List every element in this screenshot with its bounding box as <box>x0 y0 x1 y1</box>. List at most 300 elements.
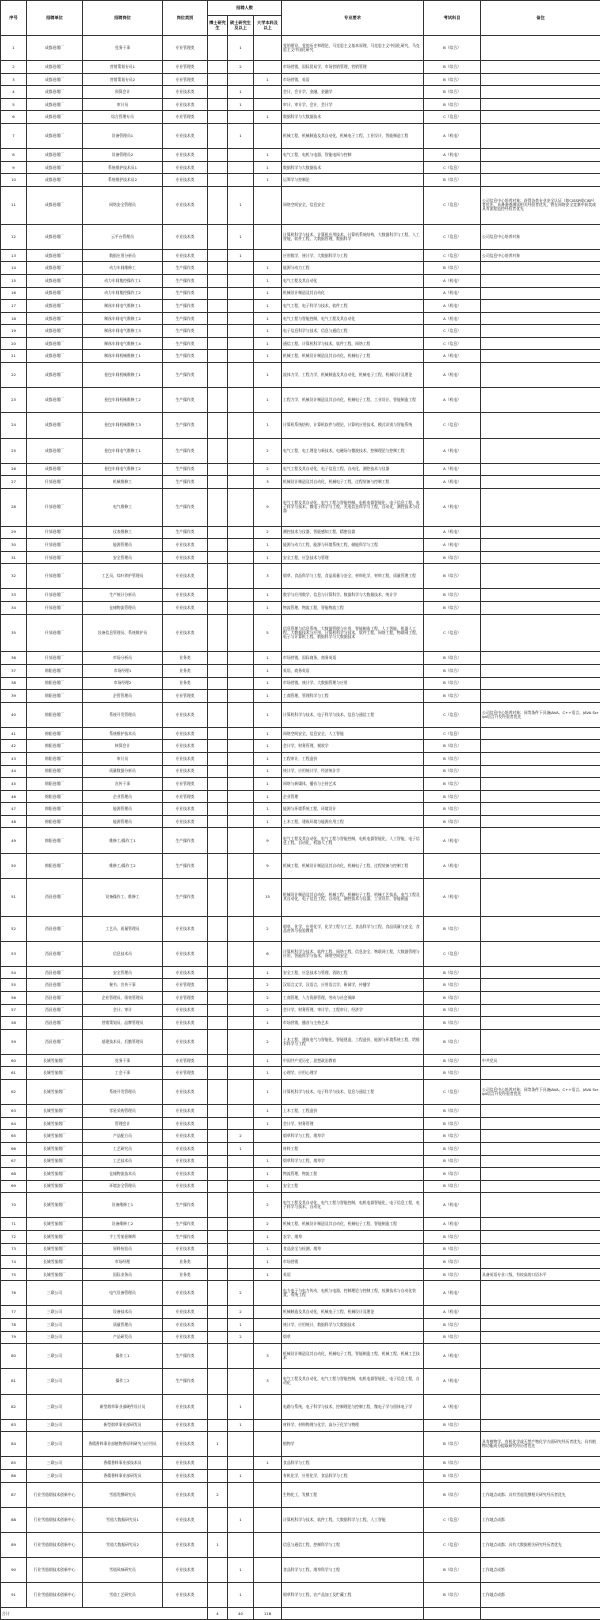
cell-bachelor <box>254 98 282 111</box>
table-row <box>1 702 600 727</box>
cell-category: 专业技术类 <box>163 1029 208 1054</box>
cell-unit: 三联公司 <box>27 1344 83 1369</box>
cell-phd <box>208 740 228 753</box>
cell-exam: B（综合） <box>424 690 481 703</box>
table-row <box>1 224 600 249</box>
cell-unit: 行业雪茄烟技术创新中心 <box>27 1532 83 1557</box>
cell-category: 生产操作类 <box>163 363 208 388</box>
cell-bachelor <box>254 1281 282 1306</box>
cell-note: 工作地点成都 <box>481 1583 600 1608</box>
cell-exam: B（综合） <box>424 790 481 803</box>
cell-exam: B（综合） <box>424 966 481 979</box>
cell-major: 电气工程及其自动化 <box>282 275 424 288</box>
cell-major: 机械工程，机械设计制造及其自动化，机械电子工程 <box>282 350 424 363</box>
cell-exam: A（机电） <box>424 124 481 149</box>
cell-note <box>481 413 600 438</box>
cell-seq: 35 <box>1 614 27 652</box>
cell-seq: 80 <box>1 1344 27 1369</box>
cell-note <box>481 815 600 828</box>
cell-exam: B（综合） <box>424 1558 481 1583</box>
cell-exam: B（综合） <box>424 652 481 665</box>
cell-position: 安全管理员 <box>83 551 163 564</box>
cell-category: 专业技术类 <box>163 1017 208 1030</box>
cell-exam: B（综合） <box>424 1130 481 1143</box>
cell-category: 专业技术类 <box>163 727 208 740</box>
cell-major: 电力电子与电力传动，电机与电器，控制理论与控制工程，检测技术与自动化装置，系统工程 <box>282 1281 424 1306</box>
cell-category: 专业技术类 <box>163 1080 208 1105</box>
cell-seq: 41 <box>1 727 27 740</box>
cell-category: 生产操作类 <box>163 488 208 526</box>
cell-category: 生产操作类 <box>163 1218 208 1231</box>
table-row <box>1 602 600 615</box>
cell-exam: C（信息） <box>424 161 481 174</box>
cell-phd <box>208 61 228 74</box>
cell-note <box>481 992 600 1005</box>
table-row <box>1 652 600 665</box>
cell-master <box>228 815 254 828</box>
cell-category: 生产操作类 <box>163 878 208 916</box>
cell-master <box>228 1243 254 1256</box>
cell-bachelor: 1 <box>254 1180 282 1193</box>
cell-unit: 成都卷烟厂 <box>27 287 83 300</box>
cell-exam: B（综合） <box>424 1256 481 1269</box>
cell-category: 专业管理类 <box>163 979 208 992</box>
cell-note <box>481 1017 600 1030</box>
cell-unit: 什邡卷烟厂 <box>27 652 83 665</box>
cell-major: 烟草 <box>282 1331 424 1344</box>
cell-unit: 西昌卷烟厂 <box>27 916 83 941</box>
cell-category: 生产操作类 <box>163 262 208 275</box>
cell-seq: 77 <box>1 1306 27 1319</box>
cell-position: 设备技术员 <box>83 1306 163 1319</box>
cell-seq: 6 <box>1 111 27 124</box>
cell-unit: 什邡卷烟厂 <box>27 564 83 589</box>
cell-category: 生产操作类 <box>163 476 208 489</box>
cell-seq: 14 <box>1 262 27 275</box>
cell-bachelor <box>254 61 282 74</box>
cell-category: 专业技术类 <box>163 1319 208 1332</box>
cell-bachelor <box>254 1432 282 1457</box>
cell-seq: 19 <box>1 325 27 338</box>
table-row <box>1 539 600 552</box>
cell-major: 食品科学与工程，烟草科学与工程 <box>282 1558 424 1583</box>
table-row <box>1 1243 600 1256</box>
cell-unit: 绵阳卷烟厂 <box>27 664 83 677</box>
cell-master: 1 <box>228 1394 254 1419</box>
cell-phd <box>208 1583 228 1608</box>
cell-position: 动力车间维修工 <box>83 262 163 275</box>
cell-bachelor: 1 <box>254 174 282 187</box>
cell-master <box>228 1369 254 1394</box>
table-row <box>1 664 600 677</box>
cell-category: 专业技术类 <box>163 1469 208 1482</box>
table-row <box>1 1532 600 1557</box>
cell-position: 环境安全管理员 <box>83 1180 163 1193</box>
cell-master <box>228 438 254 463</box>
cell-master: 1 <box>228 124 254 149</box>
table-row <box>1 149 600 162</box>
cell-seq: 24 <box>1 413 27 438</box>
cell-phd <box>208 564 228 589</box>
cell-unit: 三联公司 <box>27 1457 83 1470</box>
cell-note <box>481 1319 600 1332</box>
cell-exam: A（机电） <box>424 828 481 853</box>
cell-bachelor <box>254 1469 282 1482</box>
cell-seq: 57 <box>1 1004 27 1017</box>
cell-unit: 长城雪茄烟厂 <box>27 1256 83 1269</box>
cell-note <box>481 690 600 703</box>
cell-unit: 西昌卷烟厂 <box>27 941 83 966</box>
cell-phd <box>208 815 228 828</box>
cell-phd <box>208 363 228 388</box>
cell-bachelor: 1 <box>254 1017 282 1030</box>
cell-exam: C（信息） <box>424 337 481 350</box>
cell-position: 制丝车间电气维修工3 <box>83 325 163 338</box>
cell-exam: B（综合） <box>424 1155 481 1168</box>
cell-position: 基建技术员、后勤管理员 <box>83 1029 163 1054</box>
cell-seq: 29 <box>1 526 27 539</box>
table-row <box>1 941 600 966</box>
cell-seq: 26 <box>1 463 27 476</box>
cell-major: 机械设计制造及其自动化 <box>282 287 424 300</box>
table-row <box>1 1583 600 1608</box>
cell-unit: 西昌卷烟厂 <box>27 992 83 1005</box>
cell-position: 设备管理员1 <box>83 124 163 149</box>
cell-note <box>481 778 600 791</box>
cell-note: 公司信息中心培养对象 <box>481 224 600 249</box>
cell-master: 2 <box>228 1306 254 1319</box>
cell-position: 市场经理2 <box>83 677 163 690</box>
cell-exam: C（信息） <box>424 1080 481 1105</box>
cell-bachelor: 1 <box>254 73 282 86</box>
cell-seq: 89 <box>1 1532 27 1557</box>
cell-master: 1 <box>228 98 254 111</box>
cell-phd <box>208 111 228 124</box>
cell-major: 机械工程，机械制造及其自动化，机械电子工程，工业设计，智能制造工程 <box>282 124 424 149</box>
cell-phd <box>208 1331 228 1344</box>
cell-category: 专业技术类 <box>163 765 208 778</box>
cell-bachelor: 1 <box>254 413 282 438</box>
cell-exam: B（综合） <box>424 98 481 111</box>
cell-seq: 37 <box>1 664 27 677</box>
cell-note: 工作地点成都；具有大数据相关研究经历者优先 <box>481 1532 600 1557</box>
cell-master <box>228 790 254 803</box>
cell-exam: A（机电） <box>424 438 481 463</box>
table-row <box>1 1256 600 1269</box>
cell-unit: 长城雪茄烟厂 <box>27 1105 83 1118</box>
cell-note <box>481 664 600 677</box>
cell-seq: 84 <box>1 1432 27 1457</box>
cell-phd <box>208 149 228 162</box>
cell-position: 仪表维修工 <box>83 526 163 539</box>
cell-note <box>481 790 600 803</box>
cell-unit: 成都卷烟厂 <box>27 73 83 86</box>
cell-unit: 长城雪茄烟厂 <box>27 1067 83 1080</box>
cell-master <box>228 1080 254 1105</box>
cell-bachelor: 3 <box>254 564 282 589</box>
cell-category: 业务类 <box>163 1256 208 1269</box>
cell-exam: B（综合） <box>424 1029 481 1054</box>
cell-seq: 32 <box>1 564 27 589</box>
cell-master <box>228 878 254 916</box>
cell-exam: C（信息） <box>424 224 481 249</box>
cell-note: 中共党员 <box>481 1054 600 1067</box>
cell-exam: B（综合） <box>424 564 481 589</box>
cell-seq: 88 <box>1 1507 27 1532</box>
table-row <box>1 916 600 941</box>
cell-position: 宣传干事 <box>83 778 163 791</box>
cell-phd <box>208 438 228 463</box>
cell-unit: 长城雪茄烟厂 <box>27 1243 83 1256</box>
cell-phd <box>208 992 228 1005</box>
table-row <box>1 1218 600 1231</box>
table-row <box>1 463 600 476</box>
cell-note <box>481 1142 600 1155</box>
cell-bachelor: 1 <box>254 1054 282 1067</box>
cell-category: 专业技术类 <box>163 941 208 966</box>
cell-bachelor: 6 <box>254 941 282 966</box>
cell-seq: 79 <box>1 1331 27 1344</box>
cell-note <box>481 1130 600 1143</box>
cell-major: 市场营销，英语 <box>282 73 424 86</box>
cell-position: 系统维护技术员1 <box>83 161 163 174</box>
cell-exam: C（信息） <box>424 702 481 727</box>
cell-bachelor: 1 <box>254 602 282 615</box>
cell-bachelor: 1 <box>254 1067 282 1080</box>
table-row <box>1 488 600 526</box>
header-seq: 序号 <box>1 1 27 36</box>
table-row <box>1 388 600 413</box>
cell-exam: B（综合） <box>424 36 481 61</box>
cell-note <box>481 161 600 174</box>
cell-phd <box>208 1218 228 1231</box>
cell-position: 维修工/操作工1 <box>83 828 163 853</box>
cell-note <box>481 551 600 564</box>
table-row <box>1 98 600 111</box>
cell-exam: B（综合） <box>424 73 481 86</box>
cell-bachelor <box>254 249 282 262</box>
cell-bachelor: 9 <box>254 853 282 878</box>
cell-exam: B（综合） <box>424 551 481 564</box>
cell-note <box>481 149 600 162</box>
cell-phd <box>208 828 228 853</box>
cell-category: 专业技术类 <box>163 1306 208 1319</box>
cell-major: 烟草科学与工程，烟草学 <box>282 1130 424 1143</box>
cell-category: 专业管理类 <box>163 36 208 61</box>
cell-phd <box>208 589 228 602</box>
cell-category: 专业技术类 <box>163 1419 208 1432</box>
cell-category: 专业技术类 <box>163 1155 208 1168</box>
cell-master <box>228 325 254 338</box>
cell-major: 统计学，应用统计，数据科学与大数据技术 <box>282 1319 424 1332</box>
cell-phd <box>208 275 228 288</box>
cell-seq: 43 <box>1 753 27 766</box>
table-row <box>1 677 600 690</box>
cell-major: 烟草，化学，应用化学，化学工程与工艺，食品科学与工程，食品质量与安全，食品营养与检验教育 <box>282 916 424 941</box>
table-row <box>1 1193 600 1218</box>
cell-master <box>228 526 254 539</box>
cell-unit: 成都卷烟厂 <box>27 262 83 275</box>
cell-major: 数据科学与大数据技术 <box>282 161 424 174</box>
cell-seq: 75 <box>1 1268 27 1281</box>
table-row <box>1 1331 600 1344</box>
cell-major: 信息与通信工程，控制科学与工程 <box>282 1532 424 1557</box>
cell-master <box>228 337 254 350</box>
cell-master <box>228 753 254 766</box>
cell-bachelor: 2 <box>254 463 282 476</box>
cell-category: 生产操作类 <box>163 1230 208 1243</box>
cell-major: 农学，烟草 <box>282 1230 424 1243</box>
cell-major: 工商管理，人力资源管理，劳动与社会保障 <box>282 992 424 1005</box>
cell-unit: 什邡卷烟厂 <box>27 551 83 564</box>
cell-category: 生产操作类 <box>163 337 208 350</box>
cell-phd <box>208 224 228 249</box>
table-row <box>1 1130 600 1143</box>
cell-major: 应用数学，统计学，大数据科学与工程 <box>282 249 424 262</box>
cell-note <box>481 1029 600 1054</box>
cell-seq: 87 <box>1 1482 27 1507</box>
cell-position: 安全管理员 <box>83 966 163 979</box>
cell-note <box>481 111 600 124</box>
table-row <box>1 1394 600 1419</box>
cell-seq: 9 <box>1 161 27 174</box>
cell-note <box>481 1243 600 1256</box>
cell-category: 专业技术类 <box>163 1142 208 1155</box>
cell-position: 云平台管理员 <box>83 224 163 249</box>
cell-note <box>481 602 600 615</box>
cell-category: 专业技术类 <box>163 614 208 652</box>
cell-bachelor: 1 <box>254 677 282 690</box>
cell-category: 生产操作类 <box>163 463 208 476</box>
cell-position: 党务干事 <box>83 1054 163 1067</box>
cell-exam: B（综合） <box>424 1268 481 1281</box>
cell-exam: B（综合） <box>424 1004 481 1017</box>
cell-phd <box>208 1004 228 1017</box>
table-row <box>1 186 600 224</box>
cell-phd <box>208 1281 228 1306</box>
cell-bachelor: 1 <box>254 1243 282 1256</box>
cell-bachelor: 2 <box>254 992 282 1005</box>
cell-category: 业务类 <box>163 677 208 690</box>
cell-note: 具备英语专业八级，有较高的口语水平 <box>481 1268 600 1281</box>
cell-position: 系统开发管理员 <box>83 1080 163 1105</box>
cell-note <box>481 1117 600 1130</box>
header-major: 专业要求 <box>282 1 424 36</box>
cell-bachelor: 1 <box>254 753 282 766</box>
cell-category: 专业技术类 <box>163 86 208 99</box>
cell-position: 审计员 <box>83 98 163 111</box>
cell-seq: 20 <box>1 337 27 350</box>
cell-unit: 成都卷烟厂 <box>27 86 83 99</box>
cell-seq: 85 <box>1 1457 27 1470</box>
table-row <box>1 249 600 262</box>
cell-note <box>481 287 600 300</box>
cell-position: 能源管理员 <box>83 803 163 816</box>
cell-bachelor <box>254 1394 282 1419</box>
cell-major: 审计，审计学，会计，会计学 <box>282 98 424 111</box>
cell-unit: 绵阳卷烟厂 <box>27 677 83 690</box>
cell-phd <box>208 1256 228 1269</box>
cell-exam: B（综合） <box>424 916 481 941</box>
cell-note <box>481 853 600 878</box>
cell-note <box>481 1168 600 1181</box>
cell-category: 专业管理类 <box>163 790 208 803</box>
cell-unit: 绵阳卷烟厂 <box>27 753 83 766</box>
cell-category: 专业技术类 <box>163 1004 208 1017</box>
cell-phd <box>208 98 228 111</box>
cell-unit: 绵阳卷烟厂 <box>27 690 83 703</box>
cell-category: 专业技术类 <box>163 1331 208 1344</box>
cell-category: 专业管理类 <box>163 1054 208 1067</box>
cell-phd <box>208 979 228 992</box>
cell-unit: 绵阳卷烟厂 <box>27 803 83 816</box>
cell-master <box>228 992 254 1005</box>
cell-phd <box>208 677 228 690</box>
cell-category: 生产操作类 <box>163 275 208 288</box>
cell-category: 专业技术类 <box>163 124 208 149</box>
cell-major: 电气工程，电子科学与技术，软件工程 <box>282 300 424 313</box>
cell-category: 专业技术类 <box>163 966 208 979</box>
cell-master <box>228 1067 254 1080</box>
cell-seq: 73 <box>1 1243 27 1256</box>
cell-master <box>228 1168 254 1181</box>
cell-position: 市场分析员 <box>83 652 163 665</box>
cell-seq: 27 <box>1 476 27 489</box>
cell-category: 生产操作类 <box>163 413 208 438</box>
cell-seq: 82 <box>1 1394 27 1419</box>
cell-master: 1 <box>228 1507 254 1532</box>
cell-phd <box>208 690 228 703</box>
cell-unit: 长城雪茄烟厂 <box>27 1130 83 1143</box>
total-master: 40 <box>228 1608 254 1620</box>
cell-position: 电气维修工 <box>83 488 163 526</box>
table-row <box>1 1469 600 1482</box>
cell-master: 1 <box>228 224 254 249</box>
cell-note <box>481 61 600 74</box>
cell-position: 雪茄风味研究员 <box>83 1558 163 1583</box>
cell-note: 公司信息中心培养对象；获得各类专业安全认证（如CISSP或CISP）者优先，具备渗透测试相关经验者优先，曾在网络安全竞赛中获奖或具有流程监控经验者优先 <box>481 186 600 224</box>
cell-unit: 西昌卷烟厂 <box>27 966 83 979</box>
cell-position: 雪茄大数据研究员2 <box>83 1532 163 1557</box>
cell-unit: 成都卷烟厂 <box>27 149 83 162</box>
cell-seq: 91 <box>1 1583 27 1608</box>
table-row <box>1 803 600 816</box>
cell-position: 设备维修工2 <box>83 1218 163 1231</box>
cell-seq: 1 <box>1 36 27 61</box>
cell-note <box>481 73 600 86</box>
cell-phd <box>208 186 228 224</box>
cell-bachelor: 1 <box>254 778 282 791</box>
cell-position: 综合管理专员 <box>83 111 163 124</box>
cell-note <box>481 677 600 690</box>
cell-master <box>228 1180 254 1193</box>
cell-unit: 长城雪茄烟厂 <box>27 1054 83 1067</box>
cell-unit: 什邡卷烟厂 <box>27 476 83 489</box>
cell-unit: 行业雪茄烟技术创新中心 <box>27 1507 83 1532</box>
cell-exam: A（机电） <box>424 539 481 552</box>
cell-phd <box>208 1180 228 1193</box>
cell-bachelor: 1 <box>254 539 282 552</box>
cell-phd <box>208 1268 228 1281</box>
header-phd: 博士研究生 <box>208 16 228 36</box>
cell-seq: 3 <box>1 73 27 86</box>
cell-note <box>481 979 600 992</box>
cell-unit: 什邡卷烟厂 <box>27 488 83 526</box>
cell-exam: B（综合） <box>424 1331 481 1344</box>
table-row <box>1 438 600 463</box>
cell-bachelor: 1 <box>254 325 282 338</box>
table-row <box>1 1419 600 1432</box>
